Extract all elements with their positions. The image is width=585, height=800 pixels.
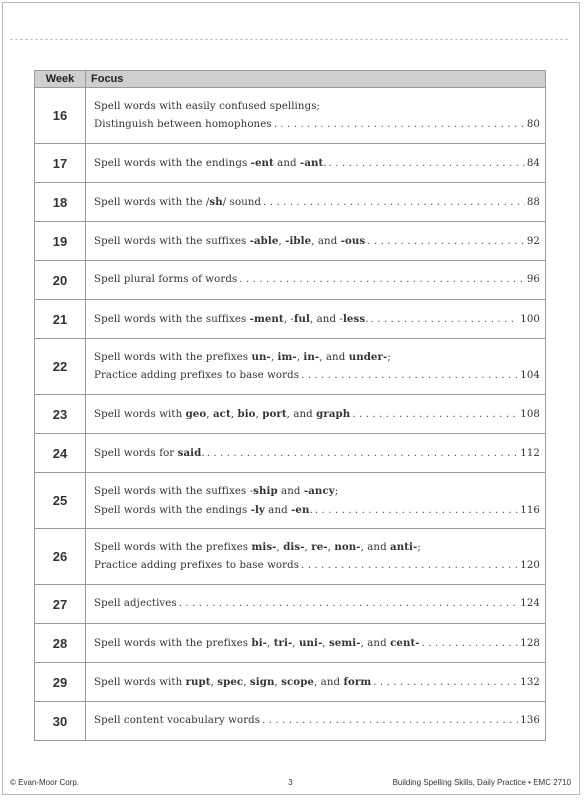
focus-cell	[86, 183, 546, 222]
text-segment: ,	[276, 542, 284, 553]
text-segment: Spell adjectives	[94, 598, 177, 609]
dot-leader	[371, 311, 519, 329]
emphasized-word-part: graph	[316, 407, 351, 420]
page-number: 124	[520, 598, 540, 609]
focus-text	[94, 367, 299, 385]
text-segment: .	[365, 313, 369, 325]
focus-line	[94, 310, 540, 329]
text-segment: ,	[210, 676, 218, 688]
week-number: 22	[35, 339, 86, 395]
page-number: 120	[520, 560, 540, 571]
week-number: 29	[35, 663, 86, 702]
emphasized-word-part: port	[262, 407, 287, 420]
focus-line	[94, 232, 540, 251]
emphasized-word-part: -en	[291, 503, 310, 516]
text-segment: / sound	[222, 196, 262, 208]
text-segment: Spell words with the endings	[94, 157, 251, 169]
table-row	[35, 183, 546, 222]
text-segment: Spell content vocabulary words	[94, 715, 261, 726]
dot-leader	[352, 406, 518, 424]
text-segment: .	[323, 157, 327, 169]
week-number: 27	[35, 585, 86, 624]
text-segment: , and -	[309, 313, 343, 325]
emphasized-word-part: spec	[217, 675, 244, 688]
emphasized-word-part: less	[342, 312, 366, 325]
week-number: 25	[35, 473, 86, 529]
table-row	[35, 585, 546, 624]
emphasized-word-part: un-	[251, 351, 271, 363]
focus-text	[94, 271, 237, 289]
emphasized-word-part: form	[343, 675, 372, 688]
page-number: 104	[520, 370, 540, 381]
text-segment: ;	[334, 485, 339, 497]
focus-line	[94, 482, 540, 501]
text-segment: ,	[322, 637, 329, 649]
focus-cell	[86, 624, 546, 663]
week-number: 17	[35, 144, 86, 183]
focus-text	[94, 98, 320, 116]
text-segment: ,	[304, 542, 312, 553]
emphasized-word-part: -ly	[250, 503, 265, 516]
emphasized-word-part: sign	[249, 675, 275, 688]
focus-text	[94, 193, 261, 212]
text-segment: ,	[255, 408, 263, 420]
text-segment: Practice adding prefixes to base words	[94, 370, 300, 381]
focus-column-header: Focus	[86, 71, 546, 88]
focus-line	[94, 634, 540, 653]
emphasized-word-part: said	[177, 446, 202, 459]
text-segment: Spell words with the suffixes -	[94, 485, 254, 497]
text-segment: Distinguish between homophones	[94, 118, 272, 130]
emphasized-word-part: anti-	[390, 541, 418, 553]
emphasized-word-part: -ous	[340, 234, 366, 247]
text-segment: ,	[206, 408, 213, 420]
focus-cell	[86, 261, 546, 300]
dot-leader	[274, 116, 525, 134]
emphasized-word-part: cent-	[390, 636, 420, 649]
dot-leader	[373, 674, 518, 692]
text-segment: , -	[283, 313, 294, 325]
page-number: 108	[520, 408, 540, 420]
emphasized-word-part: bi-	[251, 636, 268, 649]
week-number: 18	[35, 183, 86, 222]
text-segment: Spell words with easily confused spellings;	[94, 100, 321, 112]
focus-line	[94, 193, 540, 212]
focus-line	[94, 712, 540, 730]
focus-text	[94, 444, 205, 463]
focus-line	[94, 538, 540, 557]
text-segment: .	[201, 447, 205, 459]
focus-cell	[86, 585, 546, 624]
table-row	[35, 300, 546, 339]
emphasized-word-part: semi-	[328, 636, 361, 649]
emphasized-word-part: scope	[281, 675, 314, 688]
text-segment: , and	[286, 408, 317, 420]
focus-text	[94, 232, 365, 251]
text-segment: Spell words for	[94, 447, 178, 459]
focus-text	[94, 116, 272, 134]
text-segment: , and	[360, 542, 391, 553]
text-segment: ,	[267, 637, 274, 649]
focus-cell	[86, 702, 546, 741]
emphasized-word-part: bio	[237, 407, 256, 420]
table-row	[35, 261, 546, 300]
text-segment: Spell words with the prefixes	[94, 637, 252, 649]
focus-cell	[86, 88, 546, 144]
focus-line	[94, 501, 540, 520]
footer-copyright: © Evan-Moor Corp.	[10, 778, 80, 787]
emphasized-word-part: in-	[303, 351, 320, 363]
text-segment: ;	[387, 352, 391, 363]
focus-cell	[86, 434, 546, 473]
focus-text	[94, 673, 371, 692]
focus-line	[94, 444, 540, 463]
week-number: 19	[35, 222, 86, 261]
page-number: 132	[520, 676, 540, 688]
text-segment: ;	[417, 542, 421, 553]
text-segment: Spell words with the prefixes	[94, 542, 252, 553]
contents-table	[34, 70, 546, 741]
text-segment: Spell words with the /	[94, 196, 210, 208]
emphasized-word-part: -ment	[249, 312, 284, 325]
focus-line	[94, 154, 540, 173]
table-row	[35, 663, 546, 702]
week-number: 26	[35, 529, 86, 585]
page-number: 88	[526, 196, 540, 208]
focus-cell	[86, 144, 546, 183]
text-segment: Spell words with the prefixes	[94, 352, 252, 363]
focus-text	[94, 405, 350, 424]
text-segment: Spell words with the suffixes	[94, 235, 250, 247]
emphasized-word-part: -ible	[285, 234, 312, 247]
emphasized-word-part: -ancy	[303, 484, 335, 497]
text-segment: ,	[296, 352, 304, 363]
table-row	[35, 473, 546, 529]
dot-leader	[239, 271, 525, 289]
table-row	[35, 624, 546, 663]
emphasized-word-part: -ant	[299, 156, 324, 169]
footer-book-title: Building Spelling Skills, Daily Practice • EMC 2710	[392, 778, 571, 787]
focus-text	[94, 538, 421, 557]
focus-text	[94, 712, 260, 730]
emphasized-word-part: -ent	[250, 156, 274, 169]
text-segment: ,	[278, 235, 286, 247]
focus-cell	[86, 222, 546, 261]
footer-page-number: 3	[288, 778, 293, 787]
focus-cell	[86, 300, 546, 339]
text-segment: ,	[292, 637, 299, 649]
focus-line	[94, 348, 540, 367]
emphasized-word-part: under-	[348, 351, 388, 363]
focus-text	[94, 557, 299, 575]
emphasized-word-part: tri-	[273, 636, 293, 649]
emphasized-word-part: mis-	[251, 541, 277, 553]
text-segment: and	[273, 157, 300, 169]
focus-line	[94, 98, 540, 116]
text-segment: ,	[270, 352, 278, 363]
week-number: 16	[35, 88, 86, 144]
focus-text	[94, 595, 177, 613]
dot-leader	[263, 194, 525, 212]
table-row	[35, 222, 546, 261]
page-number: 136	[520, 715, 540, 726]
focus-line	[94, 673, 540, 692]
week-number: 20	[35, 261, 86, 300]
emphasized-word-part: -able	[249, 234, 279, 247]
week-number: 23	[35, 395, 86, 434]
emphasized-word-part: geo	[185, 407, 207, 420]
week-number: 24	[35, 434, 86, 473]
focus-text	[94, 482, 338, 501]
emphasized-word-part: dis-	[283, 541, 305, 553]
text-segment: Practice adding prefixes to base words	[94, 560, 300, 571]
text-segment: , and	[360, 637, 391, 649]
text-segment: Spell plural forms of words	[94, 274, 238, 285]
page-number: 100	[520, 313, 540, 325]
page-number: 128	[520, 637, 540, 649]
week-number: 28	[35, 624, 86, 663]
page-number: 116	[520, 504, 540, 516]
table-row	[35, 702, 546, 741]
text-segment: ,	[243, 676, 250, 688]
emphasized-word-part: sh	[209, 195, 223, 208]
focus-line	[94, 595, 540, 613]
focus-cell	[86, 529, 546, 585]
dot-leader	[301, 557, 518, 575]
table-row	[35, 144, 546, 183]
focus-line	[94, 405, 540, 424]
page-number: 84	[526, 157, 540, 169]
dot-leader	[207, 445, 519, 463]
dot-leader	[422, 635, 519, 653]
text-segment: Spell words with the suffixes	[94, 313, 250, 325]
emphasized-word-part: ship	[253, 484, 278, 497]
dot-leader	[262, 712, 518, 730]
focus-text	[94, 348, 391, 367]
emphasized-word-part: uni-	[298, 636, 323, 649]
emphasized-word-part: rupt	[185, 675, 211, 688]
emphasized-word-part: non-	[334, 541, 361, 553]
text-segment: ,	[274, 676, 282, 688]
dot-leader	[301, 367, 518, 385]
text-segment: Spell words with	[94, 676, 186, 688]
text-segment: and	[264, 504, 292, 516]
text-segment: , and	[314, 676, 344, 688]
focus-text	[94, 501, 313, 520]
focus-line	[94, 557, 540, 575]
focus-cell	[86, 473, 546, 529]
text-segment: Spell words with the endings	[94, 504, 251, 516]
focus-line	[94, 271, 540, 289]
text-segment: ,	[327, 542, 335, 553]
focus-text	[94, 154, 327, 173]
page-number: 92	[526, 235, 540, 247]
page-number: 80	[526, 118, 540, 130]
table-row	[35, 88, 546, 144]
top-rule	[10, 39, 568, 40]
page-footer	[10, 778, 571, 790]
emphasized-word-part: act	[212, 407, 231, 420]
dot-leader	[367, 233, 525, 251]
focus-line	[94, 116, 540, 134]
text-segment: , and	[311, 235, 341, 247]
text-segment: , and	[319, 352, 349, 363]
text-segment: .	[309, 504, 313, 516]
table-row	[35, 434, 546, 473]
table-body	[35, 88, 546, 741]
table-row	[35, 339, 546, 395]
focus-line	[94, 367, 540, 385]
week-column-header: Week	[35, 71, 86, 88]
focus-cell	[86, 339, 546, 395]
text-segment: ,	[230, 408, 238, 420]
table-row	[35, 529, 546, 585]
text-segment: and	[277, 485, 304, 497]
table-header-row	[35, 71, 546, 88]
week-number: 21	[35, 300, 86, 339]
dot-leader	[329, 155, 525, 173]
week-number: 30	[35, 702, 86, 741]
dot-leader	[179, 595, 519, 613]
page-number: 112	[520, 447, 540, 459]
emphasized-word-part: im-	[277, 351, 297, 363]
emphasized-word-part: ful	[293, 312, 310, 325]
focus-cell	[86, 395, 546, 434]
emphasized-word-part: re-	[311, 541, 328, 553]
text-segment: Spell words with	[94, 408, 186, 420]
dot-leader	[315, 502, 518, 520]
page-number: 96	[526, 274, 540, 285]
table-row	[35, 395, 546, 434]
focus-cell	[86, 663, 546, 702]
focus-text	[94, 634, 420, 653]
focus-text	[94, 310, 369, 329]
